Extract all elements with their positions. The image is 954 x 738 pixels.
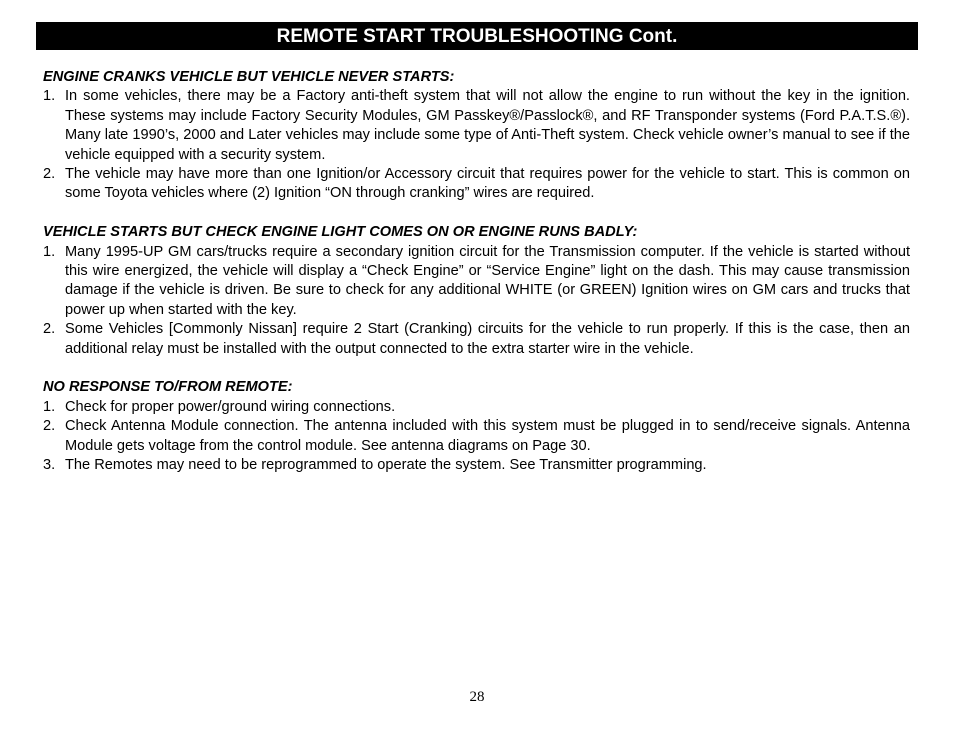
section-engine-cranks — [43, 68, 910, 204]
item-list — [43, 243, 910, 359]
item-text: In some vehicles, there may be a Factory anti-theft system that will not allow the engine to run without the key in the ignition. These systems may include Factory Security Modules, GM Passkey®/Passlock®, and RF Transponder systems (Ford P.A.T.S.®). Many late 1990’s, 2000 and Later vehicles may include some type of Anti-Theft system. Check vehicle owner’s manual to see if the vehicle equipped with a security system. — [65, 88, 910, 163]
item-number: 1. — [43, 398, 56, 415]
list-item — [43, 165, 910, 204]
item-number: 2. — [43, 418, 56, 435]
section-no-response-remote — [43, 378, 910, 475]
troubleshooting-content — [43, 68, 910, 495]
list-item — [43, 243, 910, 321]
list-item — [43, 417, 910, 456]
list-item — [43, 320, 910, 359]
section-check-engine-light — [43, 223, 910, 359]
page-number: 28 — [469, 689, 485, 705]
item-number: 2. — [43, 166, 56, 183]
item-text: Check for proper power/ground wiring connections. — [65, 398, 396, 415]
item-number: 1. — [43, 243, 56, 260]
item-number: 1. — [43, 88, 56, 105]
list-item — [43, 398, 910, 417]
item-text: Some Vehicles [Commonly Nissan] require 2 Start (Cranking) circuits for the vehicle to run properly. If this is the case, then an additional relay must be installed with the output connected to the extra starter wire in the vehicle. — [65, 321, 910, 357]
item-number: 2. — [43, 321, 56, 338]
section-heading: VEHICLE STARTS BUT CHECK ENGINE LIGHT COMES ON OR ENGINE RUNS BADLY: — [43, 224, 638, 241]
section-heading: NO RESPONSE TO/FROM REMOTE: — [43, 379, 293, 396]
item-list — [43, 398, 910, 476]
item-text: Check Antenna Module connection. The antenna included with this system must be plugged in to send/receive signals. Antenna Module gets voltage from the control module. See antenna diagrams on Page 30. — [65, 418, 910, 454]
item-number: 3. — [43, 457, 56, 474]
item-list — [43, 87, 910, 203]
item-text: The Remotes may need to be reprogrammed to operate the system. See Transmitter programming. — [65, 457, 707, 474]
list-item — [43, 87, 910, 165]
section-heading: ENGINE CRANKS VEHICLE BUT VEHICLE NEVER STARTS: — [43, 69, 455, 85]
item-text: The vehicle may have more than one Ignition/or Accessory circuit that requires power for the vehicle to start. This is common on some Toyota vehicles where (2) Ignition “ON through cranking” wires are required. — [65, 166, 910, 202]
page-title: REMOTE START TROUBLESHOOTING Cont. — [36, 22, 918, 50]
list-item — [43, 456, 910, 475]
item-text: Many 1995-UP GM cars/trucks require a secondary ignition circuit for the Transmission computer. If the vehicle is started without this wire energized, the vehicle will display a “Check Engine” or “Service Engine” light on the dash. This may cause transmission damage if the vehicle is driven. Be sure to check for any additional WHITE (or GREEN) Ignition wires on GM cars and trucks that power up when started with the key. — [65, 243, 910, 318]
